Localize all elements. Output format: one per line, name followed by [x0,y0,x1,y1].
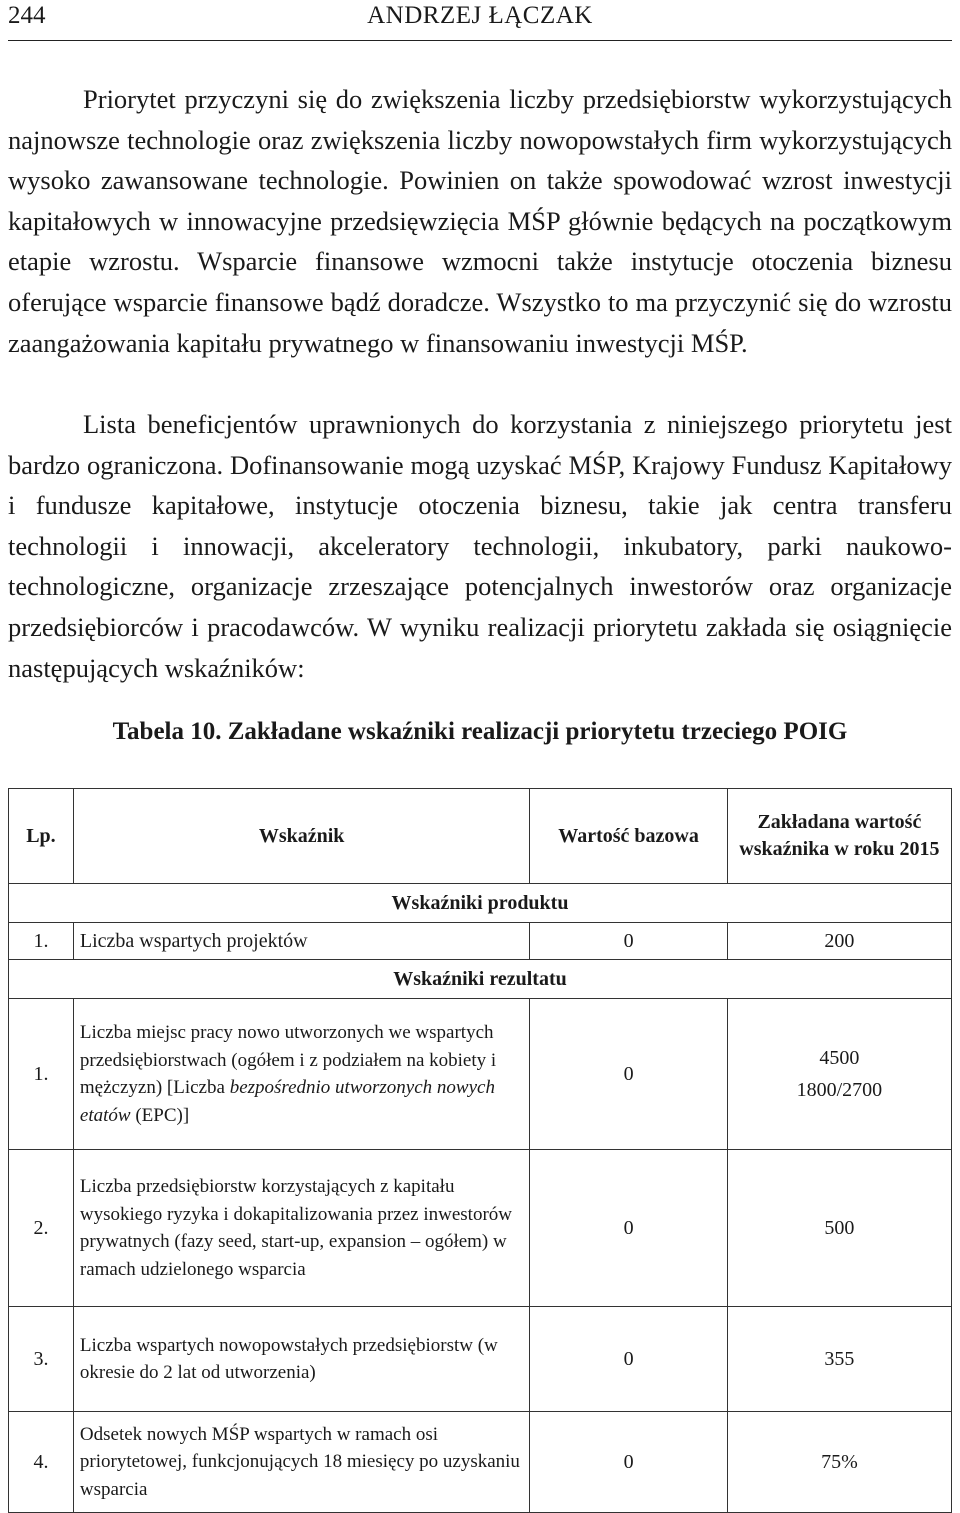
header-indicator: Wskaźnik [73,789,529,884]
section-row-result [9,960,952,999]
cell-target: 75% [727,1412,951,1513]
table-row [9,1150,952,1307]
cell-base: 0 [530,1150,727,1307]
section-label: Wskaźniki produktu [9,884,952,923]
cell-indicator: Liczba wspartych projektów [73,923,529,960]
cell-base: 0 [530,999,727,1150]
cell-target [727,999,951,1150]
indicators-table [8,788,952,1513]
cell-base: 0 [530,1307,727,1412]
cell-lp: 4. [9,1412,74,1513]
section-label: Wskaźniki rezultatu [9,960,952,999]
header-target-value: Zakładana wartość wskaźnika w roku 2015 [727,789,951,884]
cell-base: 0 [530,1412,727,1513]
indicator-text: Liczba miejsc pracy nowo utworzonych we wspartych przedsiębiorstwach (ogółem i z podziałem na kobiety i mężczyzn) [Liczba [79,1022,497,1098]
body-paragraph-2 [8,404,952,688]
table-row [9,999,952,1150]
cell-lp: 3. [9,1307,74,1412]
cell-target: 500 [727,1150,951,1307]
cell-lp: 1. [9,999,74,1150]
target-breakdown: 1800/2700 [796,1079,883,1101]
target-total: 4500 [819,1047,860,1069]
cell-indicator [73,999,529,1150]
paragraph-text: Lista beneficjentów uprawnionych do korzystania z niniejszego priorytetu jest bardzo ograniczona. Dofinansowanie mogą uzyskać MŚP, Krajowy Fundusz Kapitałowy i fundusze kapitałowe, instytucje otoczenia biznesu, takie jak centra transferu technologii i innowacji, akceleratory technologii, inkubatory, parki naukowo-technologiczne, organizacje zrzeszające potencjalnych inwestorów oraz organizacje przedsiębiorców i pracodawców. W wyniku realizacji priorytetu zakłada się osiągnięcie następujących wskaźników: [8,409,952,683]
paragraph-text: Priorytet przyczyni się do zwiększenia liczby przedsiębiorstw wykorzystujących najnowsze technologie oraz zwiększenia liczby nowopowstałych firm wykorzystujących wysoko zawansowane technologie. Powinien on także spowodować wzrost inwestycji kapitałowych w innowacyjne przedsięwzięcia MŚP głównie będących na początkowym etapie wzrostu. Wsparcie finansowe wzmocni także instytucje otoczenia biznesu oferujące wsparcie finansowe bądź doradcze. Wszystko to ma przyczynić się do wzrostu zaangażowania kapitału prywatnego w finansowaniu inwestycji MŚP. [8,84,952,358]
cell-lp: 1. [9,923,74,960]
indicator-tail-text: (EPC)] [135,1104,190,1126]
section-row-product [9,884,952,923]
cell-indicator: Liczba przedsiębiorstw korzystających z kapitału wysokiego ryzyka i dokapitalizowania przez inwestorów prywatnych (fazy seed, start-up, expansion – ogółem) w ramach udzielonego wsparcia [73,1150,529,1307]
indicator-italic-text: bezpośrednio utworzonych nowych etatów [79,1077,495,1126]
header-lp: Lp. [9,789,74,884]
cell-target: 200 [727,923,951,960]
table-header-row [9,789,952,884]
cell-indicator: Liczba wspartych nowopowstałych przedsiębiorstw (w okresie do 2 lat od utworzenia) [73,1307,529,1412]
body-paragraph-1 [8,79,952,363]
table-row [9,1307,952,1412]
header-base-value: Wartość bazowa [530,789,727,884]
cell-lp: 2. [9,1150,74,1307]
cell-base: 0 [530,923,727,960]
cell-indicator: Odsetek nowych MŚP wspartych w ramach osi priorytetowej, funkcjonujących 18 miesięcy po uzyskaniu wsparcia [73,1412,529,1513]
page-header [8,0,952,41]
table-row [9,1412,952,1513]
running-head: ANDRZEJ ŁĄCZAK [367,2,593,29]
table-caption: Tabela 10. Zakładane wskaźniki realizacji priorytetu trzeciego POIG [112,718,848,745]
table-row [9,923,952,960]
page-number: 244 [8,2,46,29]
cell-target: 355 [727,1307,951,1412]
